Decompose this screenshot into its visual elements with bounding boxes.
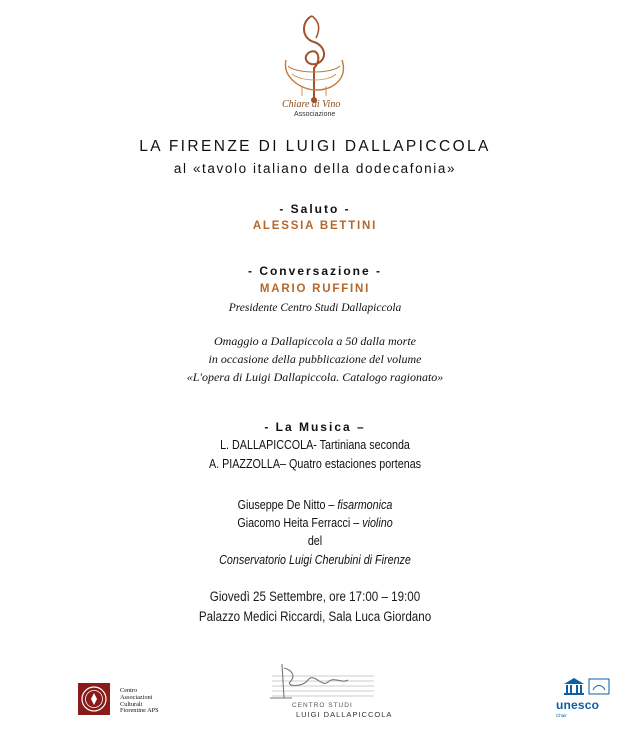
unesco-wordmark: unesco <box>556 698 600 712</box>
saluto-name: ALESSIA BETTINI <box>252 220 378 232</box>
omaggio-line: Omaggio a Dallapiccola a 50 dalla morte <box>214 334 416 348</box>
music-piece: A. PIAZZOLLA– Quatro estaciones portenas <box>208 457 422 471</box>
omaggio-line: in occasione della pubblicazione del volume <box>208 352 422 366</box>
conversazione-name: MARIO RUFFINI <box>259 283 371 295</box>
conversazione-role: Presidente Centro Studi Dallapiccola <box>228 302 402 314</box>
conversazione-heading: - Conversazione - <box>247 264 383 278</box>
event-date: Giovedì 25 Settembre, ore 17:00 – 19:00 <box>209 589 421 604</box>
event-place: Palazzo Medici Riccardi, Sala Luca Giordano <box>198 609 432 624</box>
performer-name: Giacomo Heita Ferracci – <box>237 516 363 530</box>
performer-instrument: violino <box>362 516 393 530</box>
event-title: LA FIRENZE DI LUIGI DALLAPICCOLA <box>139 138 491 155</box>
music-piece: L. DALLAPICCOLA- Tartiniana seconda <box>220 438 410 452</box>
centro-studi-line1: CENTRO STUDI <box>292 702 353 709</box>
unesco-small-text: Chair <box>556 713 567 718</box>
performer <box>44 516 586 530</box>
performer <box>44 498 586 512</box>
conservatory-name: Conservatorio Luigi Cherubini di Firenze <box>219 553 411 567</box>
event-subtitle: al «tavolo italiano della dodecafonia» <box>173 161 457 176</box>
performer-name: Giuseppe De Nitto – <box>237 498 338 512</box>
centro-studi-line2: LUIGI DALLAPICCOLA <box>296 710 393 719</box>
performer-instrument: fisarmonica <box>337 498 393 512</box>
caf-line: Centro <box>120 687 138 694</box>
caf-seal-icon <box>78 683 110 715</box>
caf-text <box>120 688 159 715</box>
logo-name: Chiare di Vino <box>282 99 341 110</box>
centro-studi-logo <box>262 658 382 718</box>
caf-line: Fiorentine APS <box>120 707 159 715</box>
omaggio-line: «L'opera di Luigi Dallapiccola. Catalogo ragionato» <box>186 370 444 384</box>
musica-heading: - La Musica – <box>264 420 366 434</box>
del-text: del <box>307 534 323 548</box>
caf-line: Associazioni <box>120 693 153 701</box>
logo-subtitle: Associazione <box>294 111 336 118</box>
unesco-temple-icon <box>562 676 612 696</box>
saluto-heading: - Saluto - <box>279 202 351 216</box>
caf-line: Culturali <box>120 700 143 708</box>
